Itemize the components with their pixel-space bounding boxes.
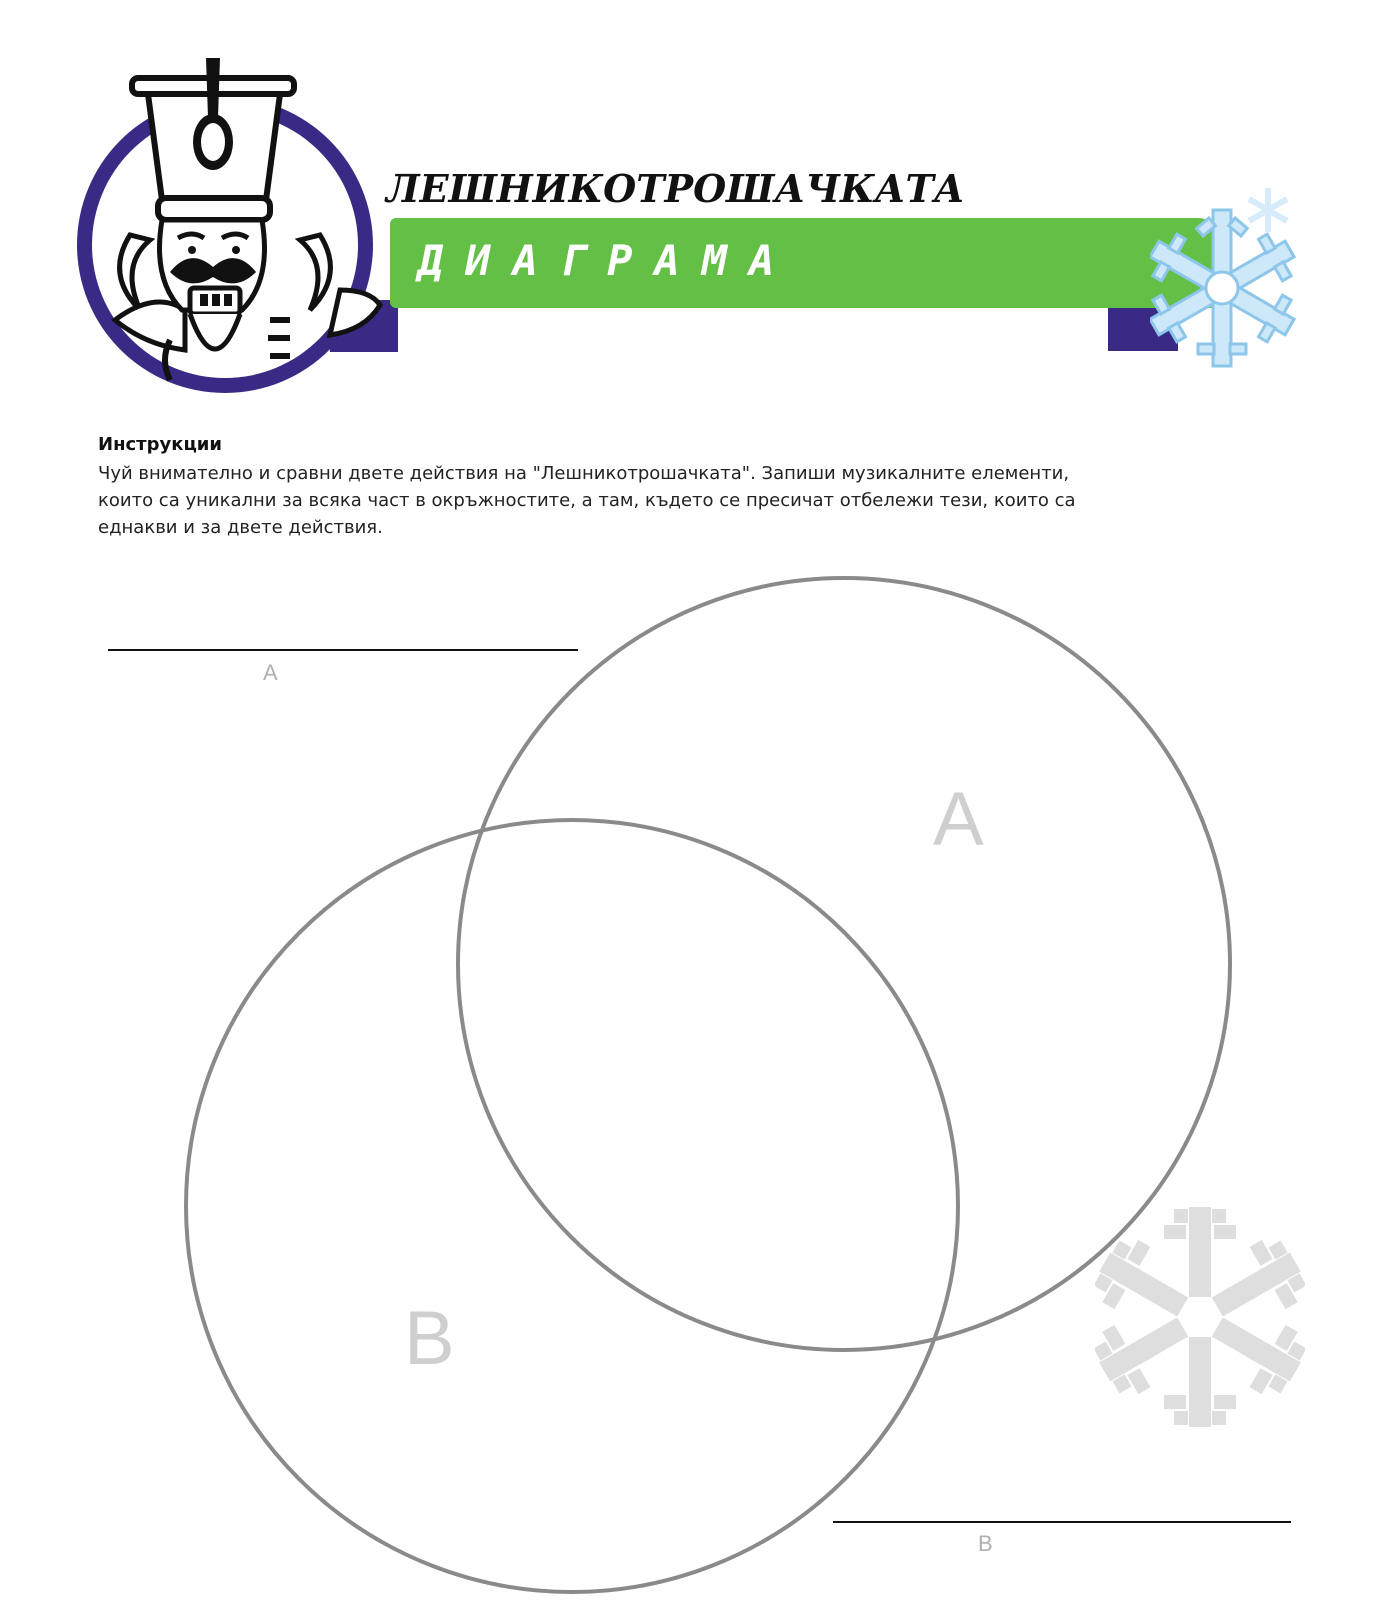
answer-line-a[interactable] <box>108 649 578 651</box>
nutcracker-logo <box>70 50 400 400</box>
snowflake-icon <box>1095 1202 1305 1432</box>
venn-label-b: B <box>404 1296 455 1381</box>
venn-circle-b <box>186 820 958 1592</box>
instructions-heading: Инструкции <box>98 434 223 455</box>
answer-line-b-caption: B <box>978 1531 993 1556</box>
page-title: ЛЕШНИКОТРОШАЧКАТА <box>386 166 965 211</box>
answer-line-b[interactable] <box>833 1521 1291 1523</box>
instructions-text: Чуй внимателно и сравни двете действия на "Лешникотрошачката". Запиши музикалните елементи, които са уникални за всяка част в окръжностите, а там, където се пресичат отбележи тези, които са еднакви и за двете действия. <box>98 463 1076 538</box>
venn-label-a: A <box>933 777 984 862</box>
page-subtitle: ДИАГРАМА <box>418 236 797 285</box>
snowflake-icon <box>1150 180 1300 380</box>
answer-line-a-caption: A <box>263 660 278 685</box>
